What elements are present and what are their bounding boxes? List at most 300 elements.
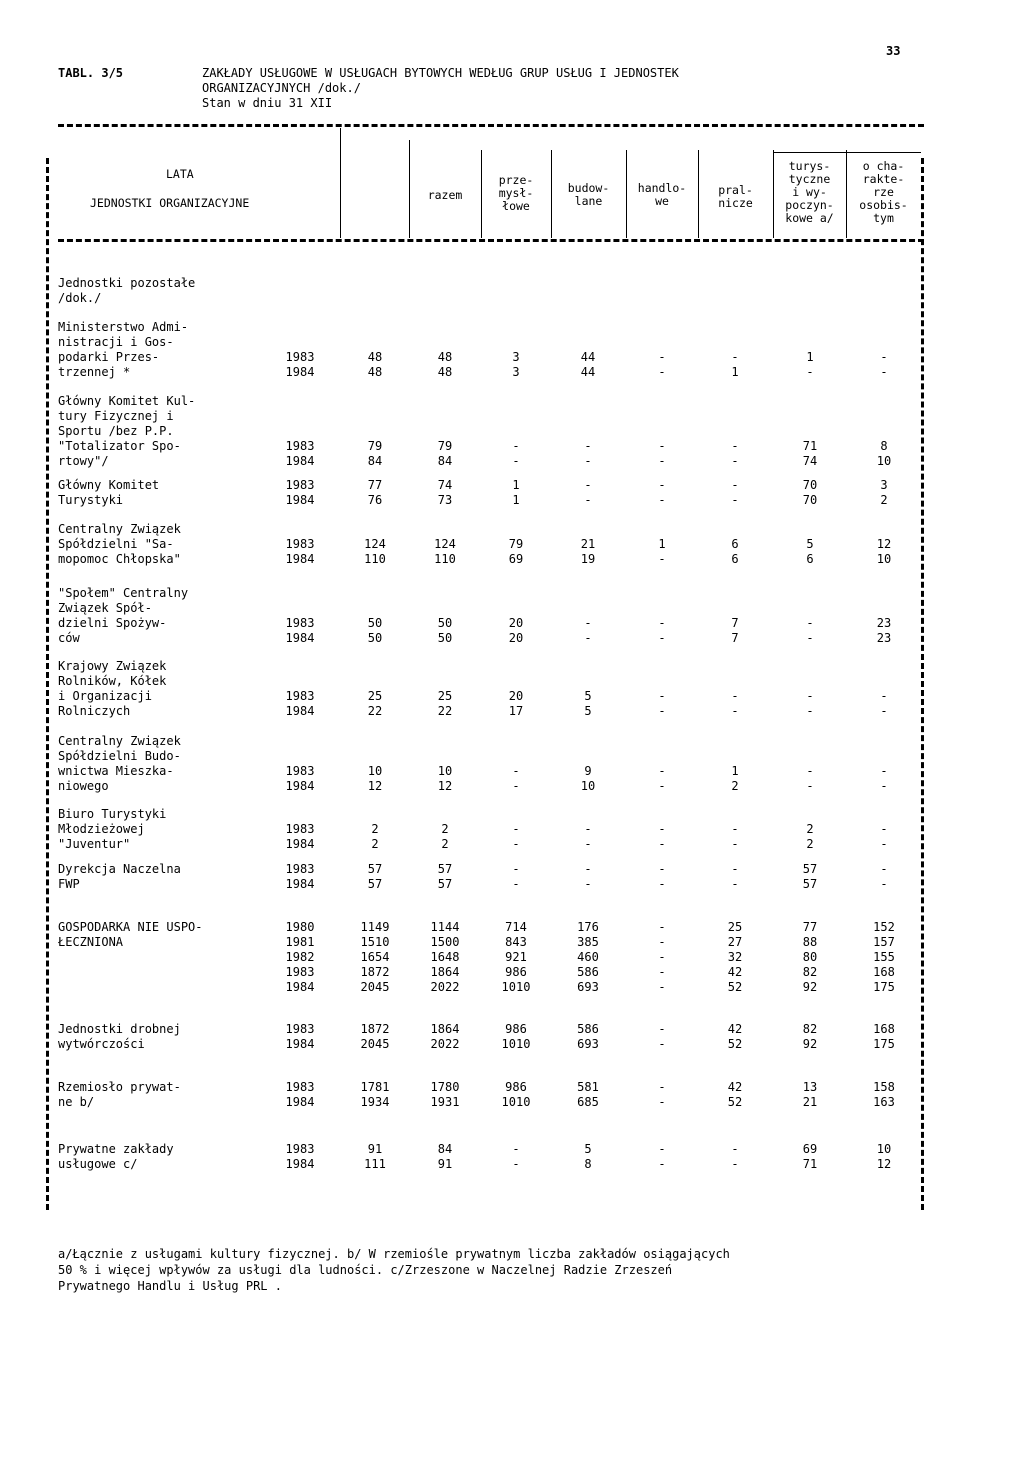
- value-cell: 168: [873, 1022, 895, 1036]
- value-cell: 1149: [360, 920, 390, 934]
- value-cell: 12: [876, 537, 892, 551]
- value-cell: 79: [508, 537, 524, 551]
- value-cell: 1781: [360, 1080, 390, 1094]
- value-cell: -: [512, 1142, 520, 1156]
- value-cell: 42: [727, 1022, 743, 1036]
- value-cell: 1654: [360, 950, 390, 964]
- table-row: [0, 1080, 1024, 1095]
- value-cell: -: [584, 493, 592, 507]
- header-bottom-rule: [58, 239, 924, 242]
- value-cell: 1780: [430, 1080, 460, 1094]
- value-cell: 10: [437, 764, 453, 778]
- value-cell: 20: [508, 631, 524, 645]
- header-pralnicze: pral- nicze: [718, 183, 753, 210]
- value-cell: 2022: [430, 1037, 460, 1051]
- table-row: [0, 920, 1024, 935]
- table-left-border: [46, 158, 49, 1210]
- row-label: Główny Komitet Kul- tury Fizycznej i Sportu /bez P.P. "Totalizator Spo- rtowy"/: [58, 394, 196, 468]
- value-cell: -: [658, 493, 666, 507]
- value-cell: -: [658, 1157, 666, 1171]
- value-cell: 19: [580, 552, 596, 566]
- value-cell: 10: [876, 454, 892, 468]
- value-cell: 50: [367, 631, 383, 645]
- value-cell: 1: [512, 478, 520, 492]
- value-cell: -: [658, 689, 666, 703]
- section-heading: Jednostki pozostałe /dok./: [58, 276, 196, 305]
- value-cell: -: [658, 1080, 666, 1094]
- value-cell: -: [658, 950, 666, 964]
- value-cell: 8: [880, 439, 888, 453]
- value-cell: 7: [731, 616, 739, 630]
- header-budowlane: budow- lane: [567, 181, 610, 208]
- value-cell: 685: [577, 1095, 599, 1109]
- value-cell: 84: [367, 454, 383, 468]
- column-separator: [340, 128, 341, 238]
- table-row: [0, 1095, 1024, 1110]
- value-cell: 10: [876, 552, 892, 566]
- value-cell: 48: [367, 365, 383, 379]
- value-cell: 168: [873, 965, 895, 979]
- value-cell: 91: [437, 1157, 453, 1171]
- value-cell: 1: [806, 350, 814, 364]
- year-cell: 1983: [285, 537, 315, 551]
- value-cell: 27: [727, 935, 743, 949]
- row-label: Rzemiosło prywat- ne b/: [58, 1080, 181, 1109]
- value-cell: 73: [437, 493, 453, 507]
- value-cell: -: [584, 837, 592, 851]
- year-cell: 1983: [285, 1080, 315, 1094]
- page-number: 33: [886, 44, 901, 58]
- value-cell: 10: [580, 779, 596, 793]
- value-cell: 48: [437, 350, 453, 364]
- value-cell: 48: [367, 350, 383, 364]
- year-cell: 1984: [285, 980, 315, 994]
- value-cell: -: [880, 704, 888, 718]
- row-label: Dyrekcja Naczelna FWP: [58, 862, 181, 891]
- table-row: [0, 1037, 1024, 1052]
- year-cell: 1980: [285, 920, 315, 934]
- value-cell: 2: [371, 822, 379, 836]
- table-row: [0, 537, 1024, 552]
- value-cell: -: [658, 704, 666, 718]
- value-cell: 10: [876, 1142, 892, 1156]
- value-cell: 50: [367, 616, 383, 630]
- value-cell: -: [658, 616, 666, 630]
- row-label: "Społem" Centralny Związek Spół- dzielni Spożyw- ców: [58, 586, 189, 645]
- value-cell: 17: [508, 704, 524, 718]
- value-cell: 124: [434, 537, 456, 551]
- table-row: [0, 1022, 1024, 1037]
- value-cell: 21: [802, 1095, 818, 1109]
- value-cell: 52: [727, 1095, 743, 1109]
- value-cell: 57: [802, 862, 818, 876]
- value-cell: 7: [731, 631, 739, 645]
- value-cell: 124: [364, 537, 386, 551]
- value-cell: 79: [437, 439, 453, 453]
- value-cell: 2: [806, 837, 814, 851]
- value-cell: 12: [437, 779, 453, 793]
- year-cell: 1983: [285, 616, 315, 630]
- value-cell: -: [658, 877, 666, 891]
- footnotes: [58, 1246, 730, 1294]
- value-cell: -: [658, 1142, 666, 1156]
- row-label: Główny Komitet Turystyki: [58, 478, 160, 507]
- value-cell: 6: [731, 552, 739, 566]
- value-cell: -: [806, 365, 814, 379]
- value-cell: -: [806, 631, 814, 645]
- value-cell: -: [658, 439, 666, 453]
- value-cell: 77: [802, 920, 818, 934]
- value-cell: 693: [577, 980, 599, 994]
- value-cell: 1648: [430, 950, 460, 964]
- row-label: Jednostki drobnej wytwórczości: [58, 1022, 181, 1051]
- year-cell: 1984: [285, 552, 315, 566]
- value-cell: 1: [658, 537, 666, 551]
- value-cell: 20: [508, 616, 524, 630]
- table-row: [0, 1142, 1024, 1157]
- value-cell: 71: [802, 1157, 818, 1171]
- value-cell: 986: [505, 965, 527, 979]
- value-cell: -: [658, 980, 666, 994]
- value-cell: 52: [727, 1037, 743, 1051]
- value-cell: 42: [727, 965, 743, 979]
- value-cell: 57: [367, 862, 383, 876]
- value-cell: -: [584, 616, 592, 630]
- table-row: [0, 439, 1024, 454]
- value-cell: 12: [367, 779, 383, 793]
- value-cell: 1864: [430, 965, 460, 979]
- value-cell: 92: [802, 1037, 818, 1051]
- table-row: [0, 552, 1024, 567]
- header-turystyczne: turys- tyczne i wy- poczyn- kowe a/: [785, 159, 834, 225]
- value-cell: -: [658, 1095, 666, 1109]
- value-cell: 69: [508, 552, 524, 566]
- value-cell: 70: [802, 478, 818, 492]
- value-cell: 1872: [360, 1022, 390, 1036]
- value-cell: 110: [434, 552, 456, 566]
- value-cell: 50: [437, 616, 453, 630]
- value-cell: -: [880, 350, 888, 364]
- value-cell: 80: [802, 950, 818, 964]
- value-cell: 2045: [360, 980, 390, 994]
- value-cell: 175: [873, 1037, 895, 1051]
- value-cell: -: [731, 478, 739, 492]
- value-cell: 5: [584, 1142, 592, 1156]
- value-cell: 44: [580, 350, 596, 364]
- footnote-line: 50 % i więcej wpływów za usługi dla ludności. c/Zrzeszone w Naczelnej Radzie Zrzeszeń: [58, 1263, 673, 1277]
- value-cell: 20: [508, 689, 524, 703]
- value-cell: -: [584, 454, 592, 468]
- value-cell: 2022: [430, 980, 460, 994]
- year-cell: 1983: [285, 350, 315, 364]
- value-cell: 714: [505, 920, 527, 934]
- value-cell: -: [658, 1022, 666, 1036]
- value-cell: 586: [577, 1022, 599, 1036]
- value-cell: -: [658, 1037, 666, 1051]
- value-cell: -: [658, 478, 666, 492]
- value-cell: 32: [727, 950, 743, 964]
- value-cell: -: [731, 350, 739, 364]
- value-cell: 8: [584, 1157, 592, 1171]
- value-cell: -: [658, 631, 666, 645]
- value-cell: 3: [880, 478, 888, 492]
- header-handlowe: handlo- we: [637, 181, 687, 208]
- value-cell: -: [584, 439, 592, 453]
- value-cell: -: [512, 1157, 520, 1171]
- value-cell: 48: [437, 365, 453, 379]
- value-cell: 57: [437, 877, 453, 891]
- footnote-line: Prywatnego Handlu i Usług PRL .: [58, 1279, 282, 1293]
- value-cell: 57: [437, 862, 453, 876]
- header-przemyslowe: prze- mysł- łowe: [498, 173, 534, 213]
- value-cell: 1934: [360, 1095, 390, 1109]
- year-cell: 1984: [285, 1037, 315, 1051]
- value-cell: -: [658, 764, 666, 778]
- table-row: [0, 935, 1024, 950]
- table-row: [0, 1157, 1024, 1172]
- value-cell: -: [806, 764, 814, 778]
- value-cell: 44: [580, 365, 596, 379]
- year-cell: 1984: [285, 454, 315, 468]
- year-cell: 1984: [285, 877, 315, 891]
- year-cell: 1983: [285, 1142, 315, 1156]
- value-cell: -: [731, 493, 739, 507]
- value-cell: 1872: [360, 965, 390, 979]
- value-cell: 581: [577, 1080, 599, 1094]
- value-cell: 13: [802, 1080, 818, 1094]
- value-cell: -: [584, 631, 592, 645]
- table-title: [202, 66, 679, 111]
- value-cell: -: [731, 862, 739, 876]
- value-cell: 921: [505, 950, 527, 964]
- value-cell: -: [731, 1142, 739, 1156]
- value-cell: 50: [437, 631, 453, 645]
- row-label: Krajowy Związek Rolników, Kółek i Organizacji Rolniczych: [58, 659, 167, 718]
- year-cell: 1984: [285, 1157, 315, 1171]
- table-row: [0, 779, 1024, 794]
- value-cell: 176: [577, 920, 599, 934]
- value-cell: 986: [505, 1080, 527, 1094]
- value-cell: 57: [802, 877, 818, 891]
- value-cell: -: [584, 877, 592, 891]
- value-cell: 77: [367, 478, 383, 492]
- value-cell: -: [512, 764, 520, 778]
- year-cell: 1983: [285, 1022, 315, 1036]
- value-cell: 986: [505, 1022, 527, 1036]
- value-cell: 25: [727, 920, 743, 934]
- table-row: [0, 980, 1024, 995]
- row-label: Centralny Związek Spółdzielni Budo- wnictwa Mieszka- niowego: [58, 734, 181, 793]
- year-cell: 1983: [285, 862, 315, 876]
- table-row: [0, 631, 1024, 646]
- table-row: [0, 862, 1024, 877]
- value-cell: -: [512, 862, 520, 876]
- value-cell: -: [731, 704, 739, 718]
- value-cell: 6: [806, 552, 814, 566]
- value-cell: 6: [731, 537, 739, 551]
- year-cell: 1983: [285, 689, 315, 703]
- table-row: [0, 822, 1024, 837]
- value-cell: 22: [437, 704, 453, 718]
- value-cell: -: [880, 689, 888, 703]
- value-cell: 92: [802, 980, 818, 994]
- value-cell: 1010: [501, 1095, 531, 1109]
- table-row: [0, 764, 1024, 779]
- value-cell: 23: [876, 631, 892, 645]
- value-cell: 10: [367, 764, 383, 778]
- value-cell: -: [584, 478, 592, 492]
- value-cell: 57: [367, 877, 383, 891]
- value-cell: -: [512, 837, 520, 851]
- value-cell: 5: [584, 704, 592, 718]
- value-cell: 25: [437, 689, 453, 703]
- value-cell: -: [658, 862, 666, 876]
- value-cell: -: [731, 877, 739, 891]
- value-cell: 843: [505, 935, 527, 949]
- value-cell: 22: [367, 704, 383, 718]
- value-cell: 82: [802, 965, 818, 979]
- value-cell: -: [658, 822, 666, 836]
- value-cell: 23: [876, 616, 892, 630]
- table-row: [0, 950, 1024, 965]
- value-cell: -: [658, 935, 666, 949]
- value-cell: -: [880, 837, 888, 851]
- row-label: Centralny Związek Spółdzielni "Sa- mopomoc Chłopska": [58, 522, 181, 566]
- header-years: LATA: [166, 167, 194, 181]
- value-cell: -: [658, 552, 666, 566]
- value-cell: 1: [731, 764, 739, 778]
- header-sub-rule: [773, 152, 921, 153]
- year-cell: 1984: [285, 493, 315, 507]
- header-o-charakterze-osobistym: o cha- rakte- rze osobis- tym: [859, 159, 908, 225]
- row-label: Prywatne zakłady usługowe c/: [58, 1142, 174, 1171]
- value-cell: 79: [367, 439, 383, 453]
- year-cell: 1984: [285, 704, 315, 718]
- table-row: [0, 704, 1024, 719]
- value-cell: 9: [584, 764, 592, 778]
- year-cell: 1983: [285, 764, 315, 778]
- value-cell: 69: [802, 1142, 818, 1156]
- value-cell: 71: [802, 439, 818, 453]
- value-cell: 157: [873, 935, 895, 949]
- value-cell: 91: [367, 1142, 383, 1156]
- value-cell: 1510: [360, 935, 390, 949]
- table-label: TABL. 3/5: [58, 66, 124, 80]
- value-cell: -: [731, 1157, 739, 1171]
- value-cell: 25: [367, 689, 383, 703]
- value-cell: -: [658, 779, 666, 793]
- value-cell: -: [731, 454, 739, 468]
- year-cell: 1984: [285, 365, 315, 379]
- value-cell: 111: [364, 1157, 386, 1171]
- value-cell: -: [512, 877, 520, 891]
- value-cell: 152: [873, 920, 895, 934]
- value-cell: 76: [367, 493, 383, 507]
- value-cell: -: [731, 837, 739, 851]
- value-cell: 5: [584, 689, 592, 703]
- value-cell: 2: [806, 822, 814, 836]
- title-line: ORGANIZACYJNYCH /dok./: [202, 81, 361, 95]
- year-cell: 1984: [285, 779, 315, 793]
- value-cell: -: [880, 779, 888, 793]
- value-cell: 460: [577, 950, 599, 964]
- table-row: [0, 877, 1024, 892]
- value-cell: 693: [577, 1037, 599, 1051]
- value-cell: 12: [876, 1157, 892, 1171]
- table-top-rule: [58, 124, 924, 127]
- table-row: [0, 493, 1024, 508]
- table-row: [0, 350, 1024, 365]
- value-cell: 84: [437, 1142, 453, 1156]
- table-right-border: [921, 158, 924, 1210]
- value-cell: 2: [371, 837, 379, 851]
- value-cell: -: [731, 439, 739, 453]
- value-cell: -: [880, 764, 888, 778]
- value-cell: 1864: [430, 1022, 460, 1036]
- value-cell: 110: [364, 552, 386, 566]
- value-cell: -: [806, 779, 814, 793]
- table-row: [0, 965, 1024, 980]
- value-cell: -: [658, 454, 666, 468]
- title-line: Stan w dniu 31 XII: [202, 96, 333, 110]
- value-cell: -: [658, 837, 666, 851]
- value-cell: -: [806, 616, 814, 630]
- value-cell: 2: [441, 822, 449, 836]
- year-cell: 1983: [285, 478, 315, 492]
- title-line: ZAKŁADY USŁUGOWE W USŁUGACH BYTOWYCH WEDŁUG GRUP USŁUG I JEDNOSTEK: [202, 66, 679, 80]
- value-cell: 70: [802, 493, 818, 507]
- year-cell: 1983: [285, 439, 315, 453]
- year-cell: 1984: [285, 837, 315, 851]
- value-cell: 1: [512, 493, 520, 507]
- value-cell: -: [880, 365, 888, 379]
- value-cell: -: [512, 822, 520, 836]
- value-cell: -: [584, 822, 592, 836]
- value-cell: -: [806, 704, 814, 718]
- value-cell: 74: [802, 454, 818, 468]
- value-cell: 158: [873, 1080, 895, 1094]
- row-label: Ministerstwo Admi- nistracji i Gos- podarki Przes- trzennej *: [58, 320, 189, 379]
- value-cell: 42: [727, 1080, 743, 1094]
- value-cell: 3: [512, 365, 520, 379]
- year-cell: 1984: [285, 1095, 315, 1109]
- value-cell: -: [731, 689, 739, 703]
- value-cell: 88: [802, 935, 818, 949]
- value-cell: 175: [873, 980, 895, 994]
- value-cell: 155: [873, 950, 895, 964]
- value-cell: 84: [437, 454, 453, 468]
- value-cell: 1: [731, 365, 739, 379]
- footnote-line: a/Łącznie z usługami kultury fizycznej. b/ W rzemiośle prywatnym liczba zakładów osiągających: [58, 1247, 730, 1261]
- value-cell: 3: [512, 350, 520, 364]
- table-row: [0, 365, 1024, 380]
- year-cell: 1983: [285, 822, 315, 836]
- row-label: GOSPODARKA NIE USPO- ŁECZNIONA: [58, 920, 203, 949]
- value-cell: 2: [880, 493, 888, 507]
- table-row: [0, 454, 1024, 469]
- year-cell: 1981: [285, 935, 315, 949]
- value-cell: -: [731, 822, 739, 836]
- value-cell: -: [880, 862, 888, 876]
- table-row: [0, 837, 1024, 852]
- value-cell: -: [512, 779, 520, 793]
- value-cell: 1500: [430, 935, 460, 949]
- table-row: [0, 478, 1024, 493]
- value-cell: -: [658, 365, 666, 379]
- value-cell: -: [880, 877, 888, 891]
- value-cell: -: [512, 439, 520, 453]
- value-cell: 21: [580, 537, 596, 551]
